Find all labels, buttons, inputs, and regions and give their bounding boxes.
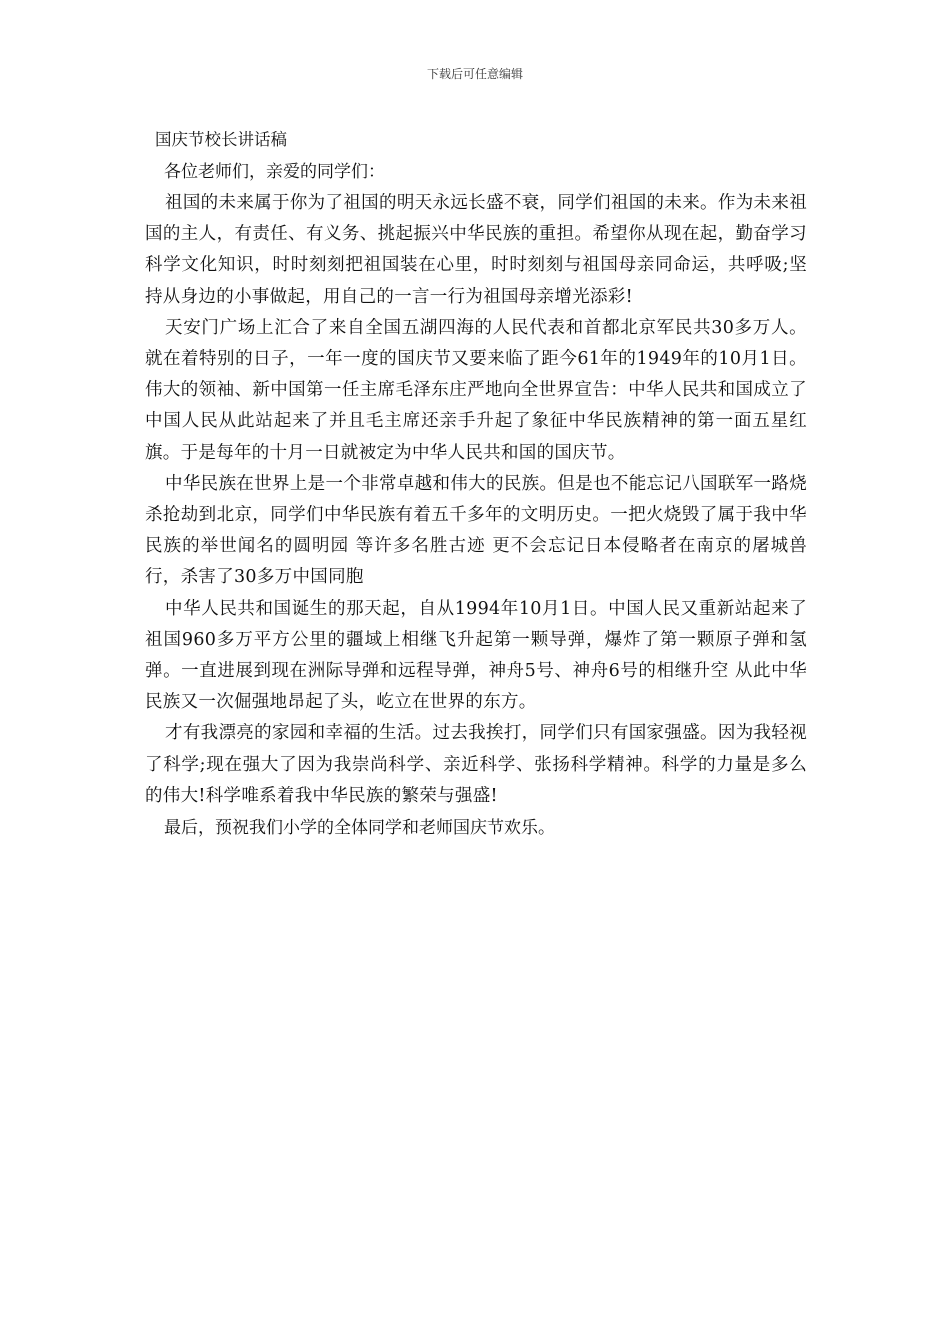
paragraph-3: 中华民族在世界上是一个非常卓越和伟大的民族。但是也不能忘记八国联军一路烧杀抢劫到北京，同学们中华民族有着五千多年的文明历史。一把火烧毁了属于我中华民族的举世闻名的圆明园 等许多名胜古迹 更不会忘记日本侵略者在南京的屠城兽行，杀害了30多万中国同胞 [145,473,807,588]
document-body [145,124,807,844]
page-header-note: 下载后可任意编辑 [426,67,523,81]
salutation: 各位老师们，亲爱的同学们： [164,162,385,182]
paragraph-5: 才有我漂亮的家园和幸福的生活。过去我挨打，同学们只有国家强盛。因为我轻视了科学;现在强大了因为我崇尚科学、亲近科学、张扬科学精神。科学的力量是多么的伟大!科学唯系着我中华民族的繁荣与强盛! [145,723,807,806]
paragraph-1: 祖国的未来属于你为了祖国的明天永远长盛不衰，同学们祖国的未来。作为未来祖国的主人，有责任、有义务、挑起振兴中华民族的重担。希望你从现在起，勤奋学习科学文化知识，时时刻刻把祖国装在心里，时时刻刻与祖国母亲同命运，共呼吸;坚持从身边的小事做起，用自己的一言一行为祖国母亲增光添彩! [145,193,807,307]
document-title: 国庆节校长讲话稿 [155,130,287,149]
closing-line: 最后，预祝我们小学的全体同学和老师国庆节欢乐。 [164,818,555,839]
paragraph-4: 中华人民共和国诞生的那天起，自从1994年10月1日。中国人民又重新站起来了祖国960多万平方公里的疆域上相继飞升起第一颗导弹，爆炸了第一颗原子弹和氢弹。一直进展到现在洲际导弹和远程导弹，神舟5号、神舟6号的相继升空 从此中华民族又一次倔强地昂起了头，屹立在世界的东方。 [145,598,807,713]
paragraph-2: 天安门广场上汇合了来自全国五湖四海的人民代表和首都北京军民共30多万人。就在着特别的日子，一年一度的国庆节又要来临了距今61年的1949年的10月1日。伟大的领袖、新中国第一任主席毛泽东庄严地向全世界宣告：中华人民共和国成立了中国人民从此站起来了并且毛主席还亲手升起了象征中华民族精神的第一面五星红旗。于是每年的十月一日就被定为中华人民共和国的国庆节。 [145,317,807,463]
